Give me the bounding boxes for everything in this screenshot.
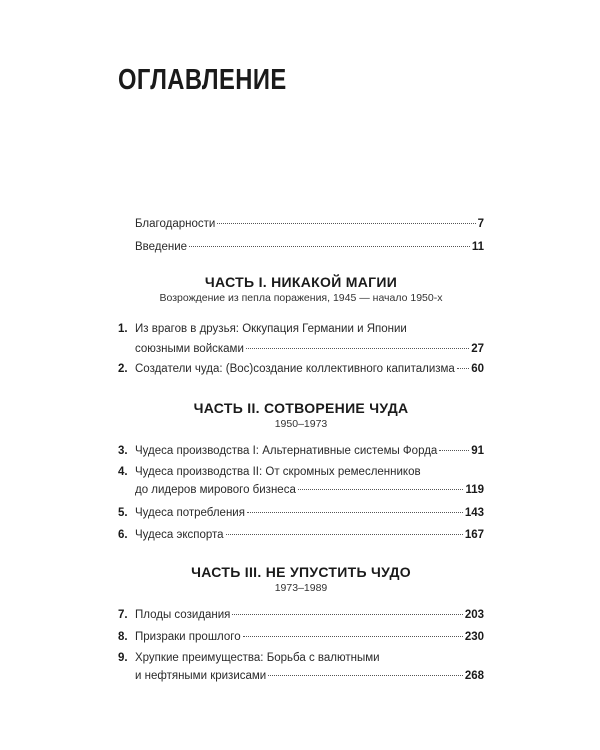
toc-page-number: 119 [465, 484, 484, 496]
chapter-title-continued: и нефтяными кризисами [135, 670, 267, 682]
chapter-number: 1. [118, 323, 128, 335]
toc-chapter-3[interactable] [118, 444, 484, 458]
part-heading-1 [118, 274, 484, 304]
toc-page-number: 230 [464, 631, 484, 643]
page-title: ОГЛАВЛЕНИЕ [118, 64, 287, 96]
toc-page-number: 11 [471, 241, 484, 253]
part-title: ЧАСТЬ I. НИКАКОЙ МАГИИ [204, 274, 398, 290]
chapter-number: 7. [118, 609, 128, 621]
part-subtitle: Возрождение из пепла поражения, 1945 — начало 1950-х [159, 292, 443, 304]
dot-leader [243, 636, 463, 637]
toc-page-number: 143 [464, 507, 484, 519]
part-heading-3 [118, 564, 484, 594]
chapter-title: Чудеса потребления [135, 507, 245, 519]
chapter-title: Создатели чуда: (Вос)создание коллективного капитализма [135, 363, 455, 375]
toc-entry-label: Введение [135, 241, 188, 253]
dot-leader [247, 512, 463, 513]
toc-page-number: 167 [464, 529, 484, 541]
chapter-title: Из врагов в друзья: Оккупация Германии и Японии [135, 323, 407, 335]
toc-chapter-9[interactable] [118, 651, 484, 683]
toc-page-number: 27 [471, 343, 484, 355]
toc-chapter-4[interactable] [118, 465, 484, 497]
chapter-title-continued: союзными войсками [135, 343, 244, 355]
dot-leader [439, 450, 469, 451]
toc-entry-introduction[interactable] [118, 240, 484, 254]
chapter-number: 9. [118, 652, 128, 664]
dot-leader [298, 489, 464, 490]
dot-leader [189, 246, 470, 247]
dot-leader [246, 348, 469, 349]
toc-page-number: 203 [464, 609, 484, 621]
chapter-title: Чудеса экспорта [135, 529, 224, 541]
part-subtitle: 1973–1989 [274, 582, 328, 594]
dot-leader [268, 675, 463, 676]
dot-leader [232, 614, 462, 615]
chapter-title: Призраки прошлого [135, 631, 241, 643]
chapter-number: 4. [118, 466, 128, 478]
toc-chapter-2[interactable] [118, 362, 484, 376]
chapter-title: Чудеса производства I: Альтернативные системы Форда [135, 445, 438, 457]
toc-entry-label: Благодарности [135, 218, 216, 230]
toc-page-number: 7 [477, 218, 484, 230]
dot-leader [457, 368, 469, 369]
part-heading-2 [118, 400, 484, 430]
part-title: ЧАСТЬ III. НЕ УПУСТИТЬ ЧУДО [191, 564, 411, 580]
chapter-title: Хрупкие преимущества: Борьба с валютными [135, 652, 380, 664]
toc-chapter-6[interactable] [118, 528, 484, 542]
chapter-title: Плоды созидания [135, 609, 231, 621]
toc-chapter-1[interactable] [118, 322, 484, 356]
chapter-number: 2. [118, 363, 128, 375]
dot-leader [217, 223, 475, 224]
toc-entry-acknowledgements[interactable] [118, 217, 484, 231]
toc-chapter-7[interactable] [118, 608, 484, 622]
chapter-title: Чудеса производства II: От скромных ремесленников [135, 466, 421, 478]
part-subtitle: 1950–1973 [274, 418, 328, 430]
chapter-title-continued: до лидеров мирового бизнеса [135, 484, 296, 496]
part-title: ЧАСТЬ II. СОТВОРЕНИЕ ЧУДА [193, 400, 409, 416]
toc-chapter-8[interactable] [118, 630, 484, 644]
dot-leader [226, 534, 463, 535]
toc-chapter-5[interactable] [118, 506, 484, 520]
toc-page-number: 268 [464, 670, 484, 682]
chapter-number: 3. [118, 445, 128, 457]
chapter-number: 6. [118, 529, 128, 541]
toc-page-number: 91 [471, 445, 484, 457]
chapter-number: 8. [118, 631, 128, 643]
chapter-number: 5. [118, 507, 128, 519]
toc-page-number: 60 [471, 363, 484, 375]
